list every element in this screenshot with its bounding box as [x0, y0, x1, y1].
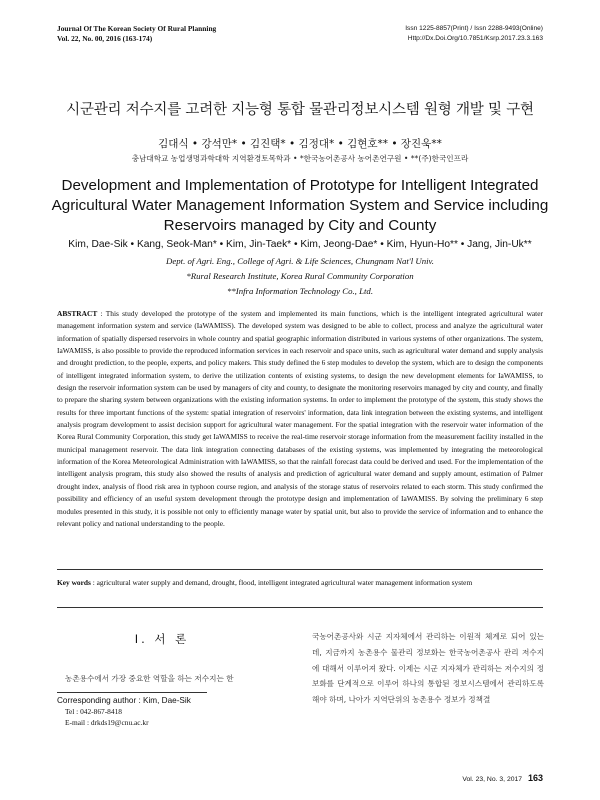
intro-right-text: 국농어촌공사와 시군 지자체에서 관리하는 이원적 체계로 되어 있는데, 지금까지 농촌용수 물관리 정보화는 한국농어촌공사 관리 저수지에 대해서 이루어져 왔다. 이제는 시군 지자체가 관리하는 저수지의 정보화를 단계적으로 이루어 하나의 통합된 정보시스템에서 관리하도록 해야 하며, 나아가 지역단위의 농촌용수 정보가 정책결	[312, 632, 544, 705]
abstract-text: : This study developed the prototype of the system and implemented its main functions, which is the intelligent integrated agricultural water management information system and service (IaWAMISS). The developed system was designed to be able to collect, process and analyze the agricultural water information of spatially dispersed reservoirs in whole country and spatial geographic information distributed in various systems of other organizations. The system, IaWAMISS, is also possible to provide the reproduced information services in each reservoir and space units, such as agricultural water demand and supply analysis and drought prediction, to the people, experts, and policy makers. This study defined the 6 step modules to develop the system, which are to design the components of intelligent integrated information system, to derive the utilization contents of existing systems, to design the new development elements for IaWAMISS, to design the reservoir information system can be used by managers of city and county, to designate the monitoring reservoirs managed by city and county, and finally to prepare the sharing system between organizations with the existing information systems. In order to implement the prototype of the system, this study shows the results for three important functions of the system: spatial integration of reservoirs' information, data link integration between the existing systems, and intelligent analysis program development to assist decision support for agricultural water management. For the spatial integration with the reservoir water information of the Korea Rural Community Corporation, this study get IaWAMISS to receive the real-time reservoir storage information from the measurement facility installed in the municipal management reservoir. The data link integration connecting databases of the existing systems, was implemented by integrating the meteorological information of the Korea Meteorological Administration with IaWAMISS, so that the rainfall forecast data could be derived and used. For the implementation of the intelligent analysis program, this study also showed the results of analysis and prediction of agricultural water demand and supply amount, estimation of Palmer drought index, analysis of flood risk area in typhoon course region, and analysis of the storage status of reservoirs related to each storm. This study confirmed the possibility and efficiency of an useful system development through the prototype design and implementation of IaWAMISS. By solving the preliminary 6 step modules presented in this study, it is possible not only to efficiently manage water by spatial unit, but also to provide the service of information and to enhance the relevant policy and national understanding to the people.	[57, 309, 543, 528]
intro-left-text: 농촌용수에서 가장 중요한 역할을 하는 저수지는 한	[65, 674, 234, 683]
affiliation-3: **Infra Information Technology Co., Ltd.	[226, 286, 374, 296]
doi-link[interactable]: Http://Dx.Doi.Org/10.7851/Ksrp.2017.23.3.163	[407, 35, 543, 42]
abstract	[57, 308, 543, 530]
korean-affiliation: 충남대학교 농업생명과학대학 지역환경토목학과 • *한국농어촌공사 농어촌연구원 • **(주)한국인프라	[131, 154, 469, 163]
footer-issue: Vol. 23, No. 3, 2017	[462, 776, 523, 783]
journal-name: Journal Of The Korean Society Of Rural Planning	[57, 24, 217, 33]
page-number: 163	[527, 773, 543, 783]
page-footer	[462, 773, 543, 783]
corresponding-author	[57, 695, 191, 728]
section-title: I. 서 론	[134, 632, 190, 646]
keywords	[57, 577, 543, 589]
english-title: Development and Implementation of Prototype for Intelligent Integrated Agricultural Water Management Information System and Service including Reservoirs managed by City and County	[51, 177, 549, 234]
affiliation-2: *Rural Research Institute, Korea Rural Community Corporation	[186, 271, 414, 281]
issn-text: Issn 1225-8857(Print) / Issn 2288-9493(Online)	[405, 25, 543, 32]
journal-volume: Vol. 22, No. 00, 2016 (163-174)	[57, 34, 153, 43]
divider-top	[57, 569, 543, 570]
footnote-divider	[57, 692, 207, 693]
keywords-text: : agricultural water supply and demand, drought, flood, intelligent integrated agricultural water management information system	[92, 578, 473, 587]
korean-title: 시군관리 저수지를 고려한 지능형 통합 물관리정보시스템 원형 개발 및 구현	[66, 102, 534, 118]
english-authors: Kim, Dae-Sik • Kang, Seok-Man* • Kim, Jin-Taek* • Kim, Jeong-Dae* • Kim, Hyun-Ho** • Jang, Jin-Uk**	[68, 239, 532, 250]
corresponding-tel: Tel : 042-867-8418	[65, 707, 122, 716]
abstract-label: ABSTRACT	[57, 309, 98, 318]
divider-bottom	[57, 607, 543, 608]
affiliation-1: Dept. of Agri. Eng., College of Agri. & Life Sciences, Chungnam Nat'l Univ.	[166, 256, 434, 266]
issn-header	[405, 24, 543, 44]
keywords-label: Key words	[57, 578, 91, 587]
journal-header	[57, 24, 216, 44]
korean-authors: 김대식 • 강석만* • 김진택* • 김정대* • 김현호** • 장진욱**	[158, 138, 442, 150]
corresponding-label: Corresponding author : Kim, Dae-Sik	[57, 696, 191, 705]
corresponding-email[interactable]: E-mail : drkds19@cnu.ac.kr	[65, 718, 149, 727]
